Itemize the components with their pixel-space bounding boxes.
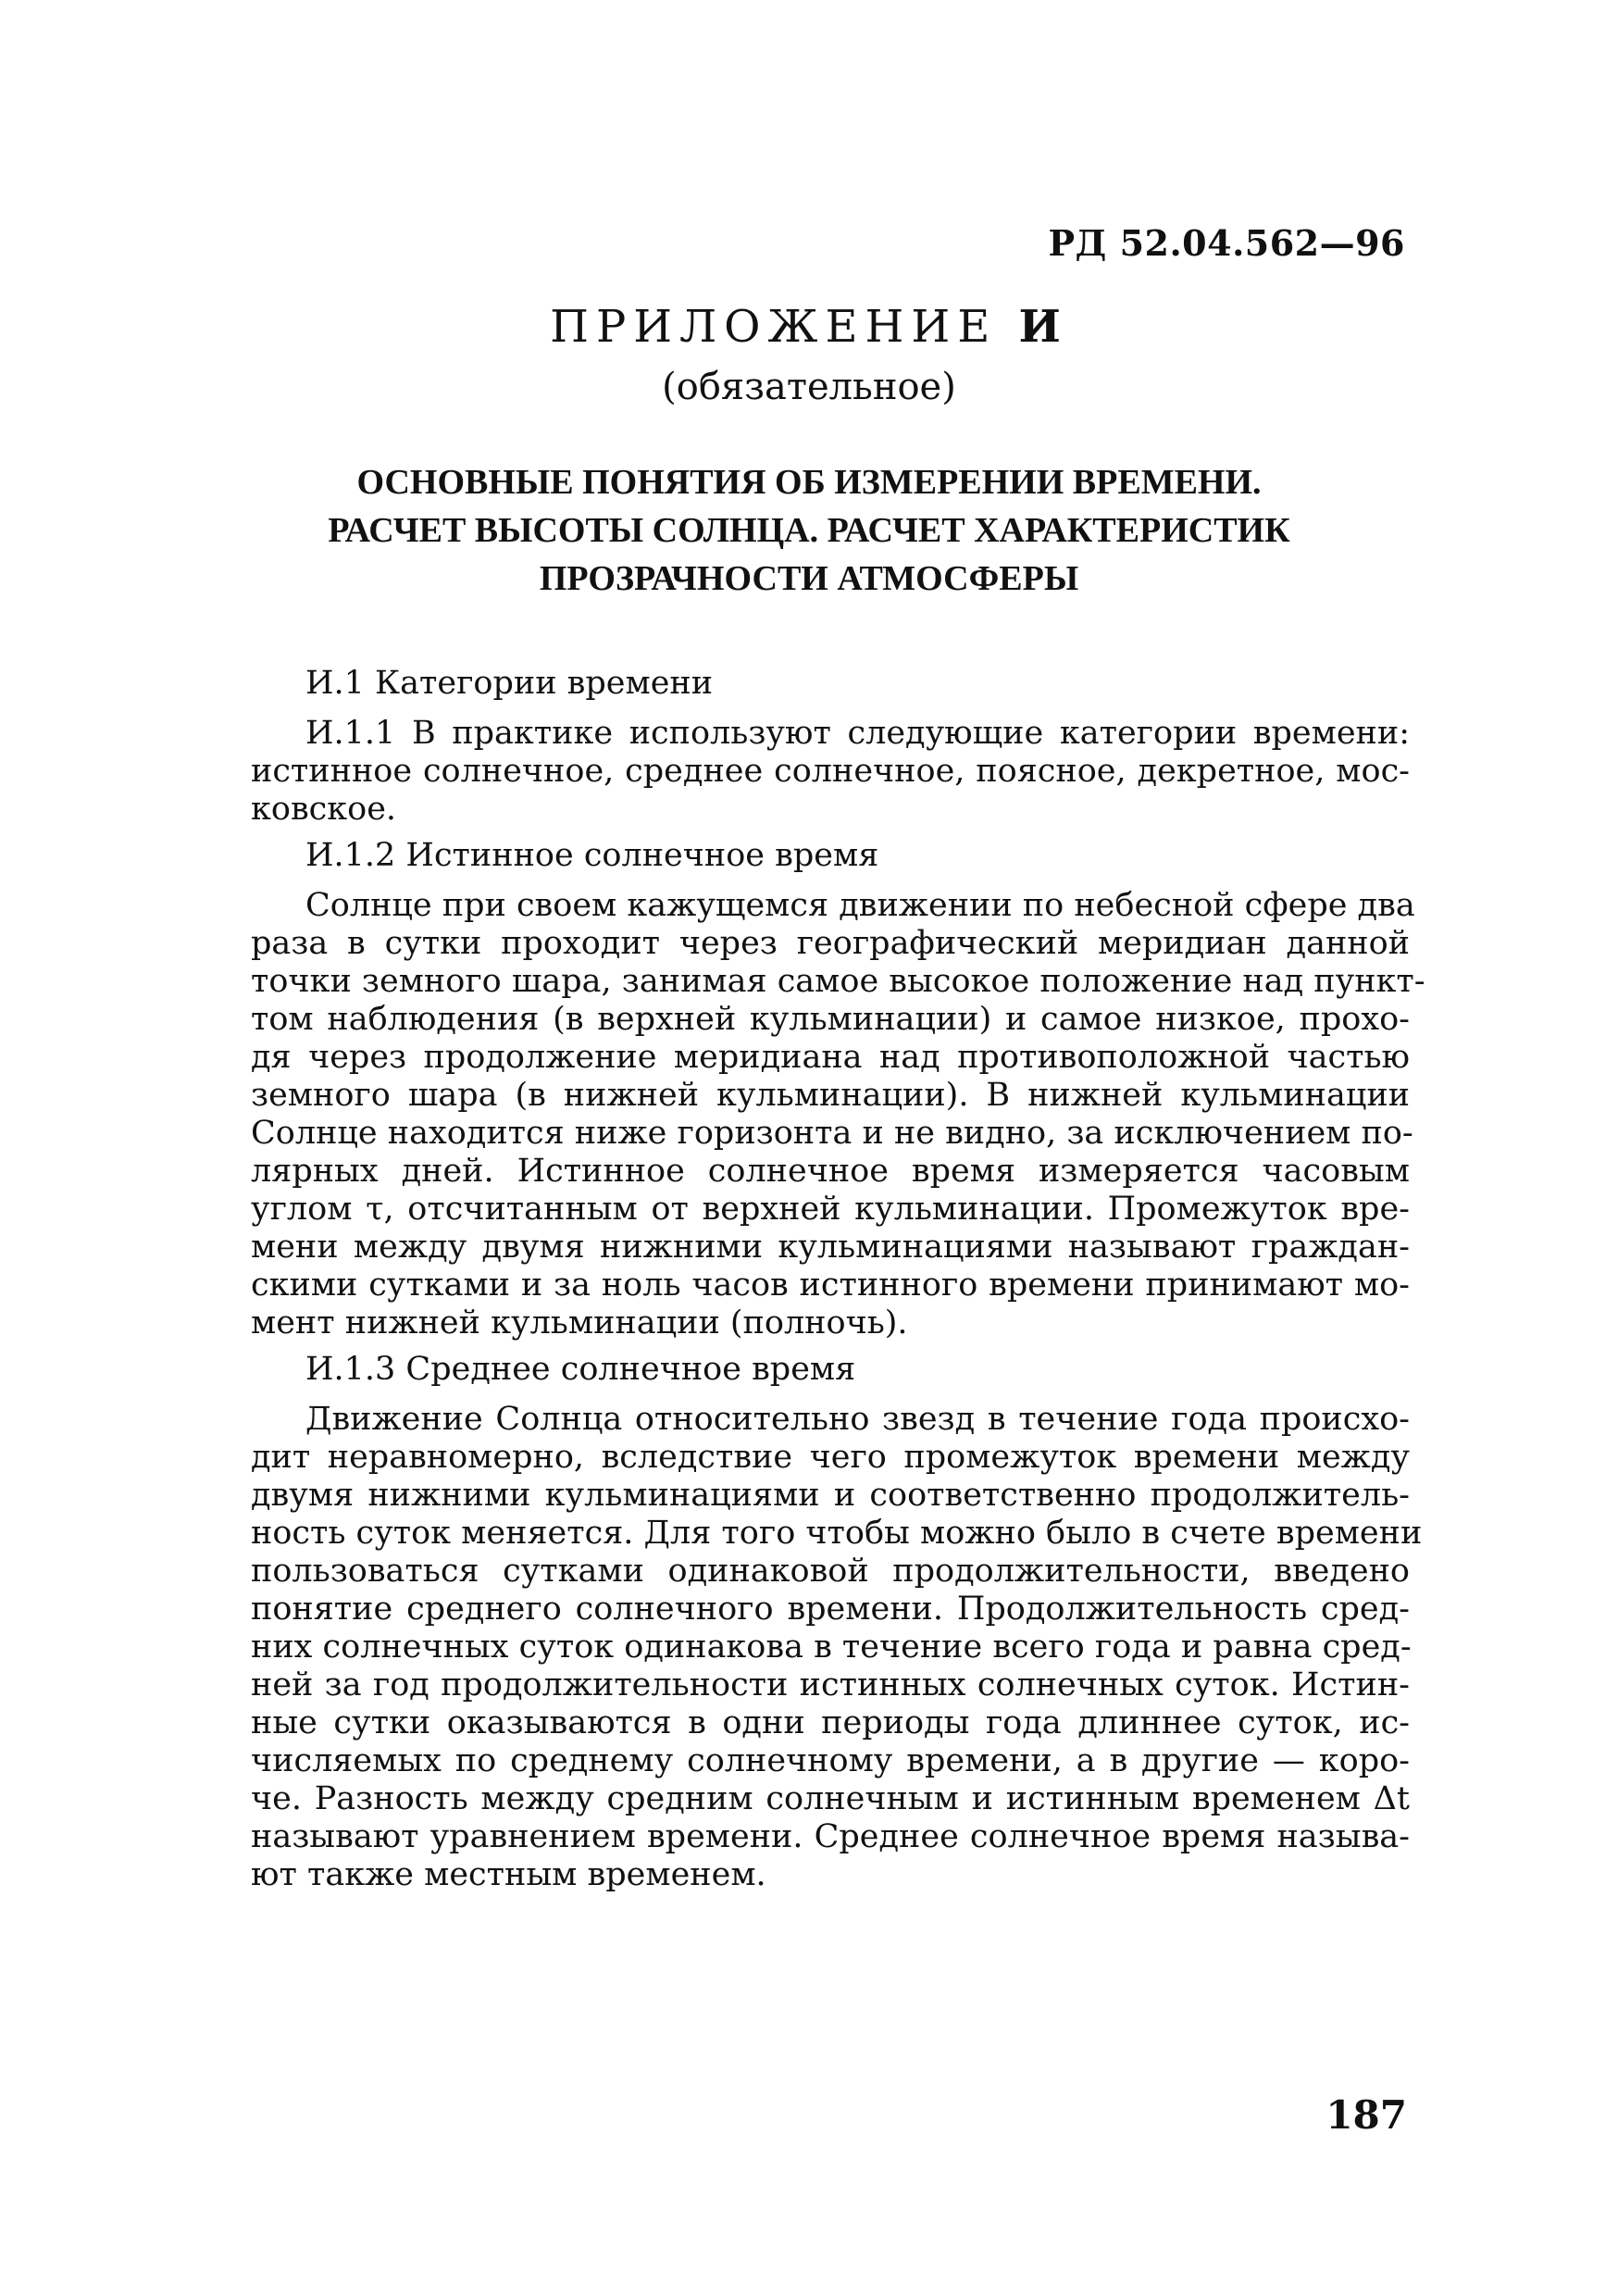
section-heading-1-2: И.1.2 Истинное солнечное время: [305, 837, 879, 874]
text-line: раза в сутки проходит через географический меридиан данной: [251, 925, 1410, 962]
text-line: числяемых по среднему солнечному времени, а в другие — коро-: [251, 1742, 1410, 1779]
text-line: ные сутки оказываются в одни периоды года длиннее суток, ис-: [251, 1704, 1410, 1741]
text-line: дит неравномерно, вследствие чего промежуток времени между: [251, 1439, 1410, 1476]
page-number: 187: [1326, 2092, 1407, 2138]
document-code: РД 52.04.562—96: [1048, 222, 1405, 264]
text-line: Солнце находится ниже горизонта и не видно, за исключением по-: [251, 1115, 1413, 1152]
text-line: истинное солнечное, среднее солнечное, поясное, декретное, мос-: [251, 753, 1410, 790]
text-line: че. Разность между средним солнечным и истинным временем Δt: [251, 1780, 1410, 1817]
text-line: лярных дней. Истинное солнечное время измеряется часовым: [251, 1153, 1410, 1190]
text-line: дя через продолжение меридиана над противоположной частью: [251, 1039, 1410, 1076]
paragraph-1-1: [251, 715, 1410, 829]
text-line: ней за год продолжительности истинных солнечных суток. Истин-: [251, 1666, 1410, 1703]
appendix-title-letter: И: [1018, 301, 1068, 353]
body-text: [251, 665, 1425, 1894]
paragraph-1-2: [251, 887, 1425, 1342]
text-line: называют уравнением времени. Среднее солнечное время называ-: [251, 1818, 1410, 1855]
section-heading-1-3: И.1.3 Среднее солнечное время: [305, 1351, 856, 1388]
text-line: ют также местным временем.: [251, 1856, 766, 1893]
text-line: углом τ, отсчитанным от верхней кульминации. Промежуток вре-: [251, 1191, 1410, 1228]
text-line: том наблюдения (в верхней кульминации) и самое низкое, прохо-: [251, 1001, 1410, 1038]
text-line: земного шара (в нижней кульминации). В нижней кульминации: [251, 1077, 1410, 1114]
text-line: скими сутками и за ноль часов истинного времени принимают мо-: [251, 1267, 1410, 1304]
text-line: двумя нижними кульминациями и соответственно продолжитель-: [251, 1477, 1410, 1514]
main-heading-line: ПРОЗРАЧНОСТИ АТМОСФЕРЫ: [539, 559, 1079, 598]
text-line: пользоваться сутками одинаковой продолжительности, введено: [251, 1553, 1410, 1590]
appendix-status: (обязательное): [662, 366, 956, 408]
text-line: мент нижней кульминации (полночь).: [251, 1304, 908, 1341]
text-line: Солнце при своем кажущемся движении по небесной сфере два: [305, 887, 1415, 924]
appendix-title: [0, 301, 1618, 353]
section-heading-1: И.1 Категории времени: [305, 665, 714, 702]
appendix-title-word: ПРИЛОЖЕНИЕ: [550, 301, 998, 353]
text-line: ность суток меняется. Для того чтобы можно было в счете времени: [251, 1515, 1423, 1552]
text-line: мени между двумя нижними кульминациями называют граждан-: [251, 1229, 1410, 1266]
text-line: понятие среднего солнечного времени. Продолжительность сред-: [251, 1591, 1410, 1628]
text-line: точки земного шара, занимая самое высокое положение над пункт-: [251, 963, 1425, 1000]
main-heading: [213, 458, 1405, 603]
main-heading-line: ОСНОВНЫЕ ПОНЯТИЯ ОБ ИЗМЕРЕНИИ ВРЕМЕНИ.: [356, 463, 1262, 502]
paragraph-1-3: [251, 1401, 1423, 1894]
main-heading-line: РАСЧЕТ ВЫСОТЫ СОЛНЦА. РАСЧЕТ ХАРАКТЕРИСТИК: [328, 511, 1290, 550]
text-line: И.1.1 В практике используют следующие категории времени:: [305, 715, 1410, 752]
text-line: Движение Солнца относительно звезд в течение года происхо-: [305, 1401, 1410, 1438]
text-line: них солнечных суток одинакова в течение всего года и равна сред-: [251, 1628, 1412, 1666]
text-line: ковское.: [251, 791, 397, 828]
